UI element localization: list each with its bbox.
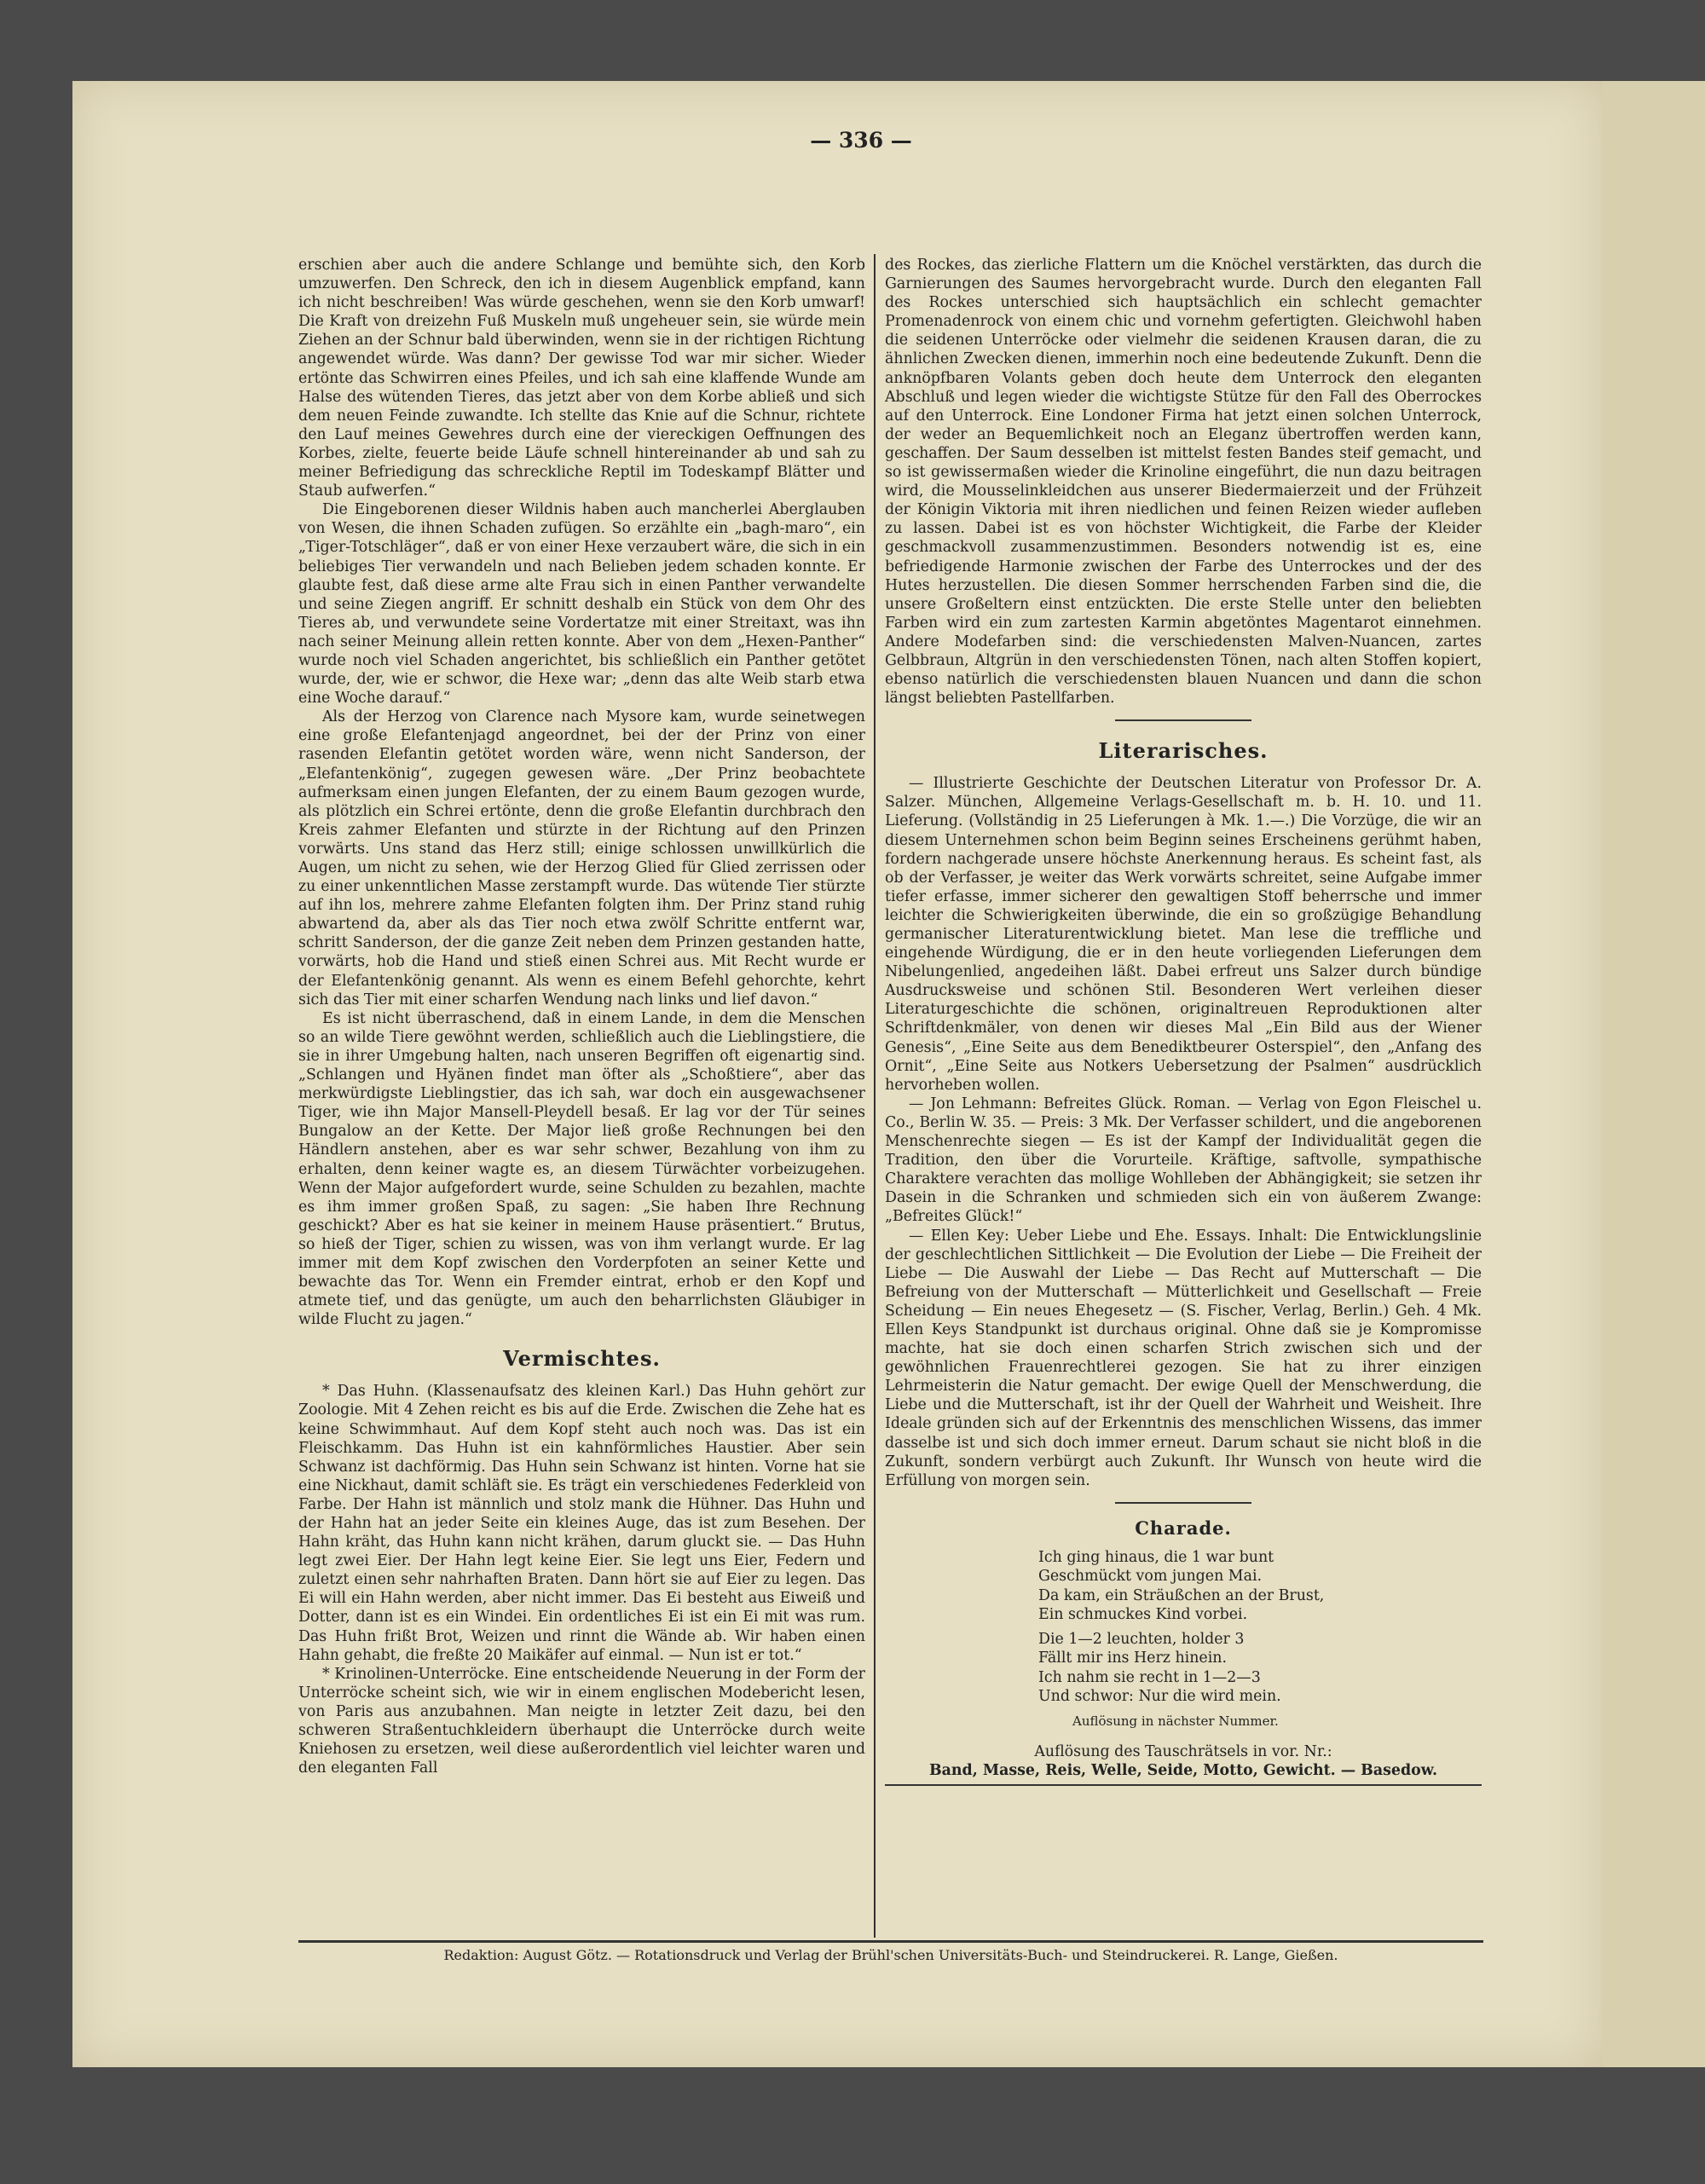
poem-stanza xyxy=(1038,1548,1482,1625)
charade-poem xyxy=(1038,1548,1482,1731)
poem-note: Auflösung in nächster Nummer. xyxy=(1072,1713,1279,1729)
column-divider xyxy=(874,254,876,1938)
poem-line: Ich ging hinaus, die 1 war bunt xyxy=(1038,1548,1274,1566)
column-end-rule xyxy=(885,1784,1482,1786)
poem-line: Fällt mir ins Herz hinein. xyxy=(1038,1650,1228,1667)
section-heading-vermischtes: Vermischtes. xyxy=(503,1346,661,1372)
article-paragraph: erschien aber auch die andere Schlange und bemühte sich, den Korb umzuwerfen. Den Schreck, den ich in diesem Augenblick empfand, kann ich nicht beschreiben! Was würde geschehen, wenn sie den Korb umwarf! Die Kraft von dreizehn Fuß Muskeln muß ungeheuer sein, sie würde mein Ziehen an der Schnur bald überwinden, wenn sie in der richtigen Richtung angewendet würde. Was dann? Der gewisse Tod war mir sicher. Wieder ertönte das Schwirren eines Pfeiles, und ich sah eine klaffende Wunde am Halse des wütenden Tieres, das jetzt aber von dem Korbe abließ und sich dem neuen Feinde zuwandte. Ich stellte das Knie auf die Schnur, richtete den Lauf meines Gewehres durch eine der viereckigen Oeffnungen des Korbes, zielte, feuerte beide Läufe schnell hintereinander ab und sah zu meiner Befriedigung das schreckliche Reptil im Todeskampf Blätter und Staub aufwerfen.“ xyxy=(298,257,865,500)
article-paragraph: Die Eingeborenen dieser Wildnis haben auch mancherlei Aberglauben von Wesen, die ihnen Schaden zufügen. So erzählte ein „bagh-maro“, ein „Tiger-Totschläger“, daß er von einer Hexe verzaubert wäre, die sich in ein beliebiges Tier verwandeln und nach Belieben jedem schaden konnte. Er glaubte fest, daß diese arme alte Frau sich in einen Panther verwandelte und seine Ziegen angriff. Er schnitt deshalb ein Stück von dem Ohr des Tieres ab, und verwundete seine Vordertatze mit einer Streitaxt, was ihn nach seiner Meinung allein retten konnte. Aber von dem „Hexen-Panther“ wurde noch viel Schaden angerichtet, bis schließlich ein Panther getötet wurde, der, wie er schwor, die Hexe war; „denn das alte Weib starb etwa eine Woche darauf.“ xyxy=(298,501,865,708)
poem-line: Die 1—2 leuchten, holder 3 xyxy=(1038,1630,1245,1648)
section-heading-charade: Charade. xyxy=(1135,1517,1232,1539)
article-continuation: des Rockes, das zierliche Flattern um die Knöchel verstärkten, das durch die Garnierungen des Saumes hervorgebracht wurde. Durch den eleganten Fall des Rockes unterschied sich hauptsächlich ein schlecht gemachter Promenadenrock von einem chic und vornehm gefertigten. Gleichwohl haben die seidenen Unterröcke oder vielmehr die seidenen Krausen daran, die zu ähnlichen Zwecken dienen, immerhin noch eine bedeutende Zukunft. Denn die anknöpfbaren Volants geben doch heute dem Unterrock den eleganten Abschluß und legen wieder die wichtigste Stütze für den Fall des Oberrockes auf den Unterrock. Eine Londoner Firma hat jetzt einen solchen Unterrock, der weder an Bequemlichkeit noch an Eleganz übertroffen werden kann, geschaffen. Der Saum desselben ist mittelst festen Bandes steif gemacht, und so ist gewissermaßen wieder die Krinoline eingeführt, die nun dazu beitragen wird, die Mousselinkleidchen aus unserer Biedermaierzeit und der Frühzeit der Königin Viktoria mit ihren niedlichen und feinen Reizen wieder aufleben zu lassen. Dabei ist es von höchster Wichtigkeit, die Farbe der Kleider geschmackvoll zusammenzustimmen. Besonders notwendig ist es, eine befriedigende Harmonie zwischen der Farbe des Unterrockes und der des Hutes herzustellen. Die diesen Sommer herrschenden Farben sind die, die unsere Großeltern einst entzückten. Die erste Stelle unter den beliebten Farben wird ein zum zartesten Karmin abgetöntes Magentarot einnehmen. Andere Modefarben sind: die verschiedensten Malven-Nuancen, zartes Gelbbraun, Altgrün in den verschiedensten Tönen, nach alten Stoffen kopiert, ebenso natürlich die verschiedensten blauen Nuancen und dann die schon längst beliebten Pastellfarben. xyxy=(885,257,1482,708)
poem-line: Ich nahm sie recht in 1—2—3 xyxy=(1038,1668,1261,1686)
left-column xyxy=(298,256,865,1777)
article-paragraph: Es ist nicht überraschend, daß in einem Lande, in dem die Menschen so an wilde Tiere gewöhnt werden, schließlich auch die Lieblingstiere, die sie in ihrer Umgebung halten, nach unseren Begriffen oft eigenartig sind. „Schlangen und Hyänen findet man öfter als „Schoßtiere“, aber das merkwürdigste Lieblingstier, das ich sah, war doch ein ausgewachsener Tiger, wie ihn Major Mansell-Pleydell besaß. Er lag vor der Tür seines Bungalow an der Kette. Der Major ließ große Rechnungen bei den Händlern anstehen, aber es war sehr schwer, Bezahlung von ihm zu erhalten, denn keiner wagte es, an diesem Türwächter vorbeizugehen. Wenn der Major aufgefordert wurde, seine Schulden zu bezahlen, machte es ihm immer großen Spaß, zu sagen: „Sie haben Ihre Rechnung geschickt? Aber es hat sie keiner in meinem Hause präsentiert.“ Brutus, so hieß der Tiger, schien zu wissen, was von ihm verlangt wurde. Er lag immer mit dem Kopf zwischen den Vorderpfoten an seiner Kette und bewachte das Tor. Wenn ein Fremder eintrat, erhob er den Kopf und atmete tief, und das genügte, um auch den beharrlichsten Gläubiger in wilde Flucht zu jagen.“ xyxy=(298,1009,865,1329)
news-item: * Krinolinen-Unterröcke. Eine entscheidende Neuerung in der Form der Unterröcke scheint sich, wie wir in einem englischen Modebericht lesen, von Paris aus anzubahnen. Man neigte in letzter Zeit dazu, bei den schweren Straßentuchkleidern überhaupt die Unterröcke durch weite Kniehosen zu ersetzen, weil diese außerordentlich viel leichter waren und den eleganten Fall xyxy=(298,1665,865,1777)
poem-line: Da kam, ein Sträußchen an der Brust, xyxy=(1038,1586,1325,1604)
solution-text: Band, Masse, Reis, Welle, Seide, Motto, Gewicht. — Basedow. xyxy=(928,1762,1438,1780)
article-paragraph: Als der Herzog von Clarence nach Mysore kam, wurde seinetwegen eine große Elefantenjagd angeordnet, bei der der Prinz von einer rasenden Elefantin getötet worden wäre, wenn nicht Sanderson, der „Elefantenkönig“, zugegen gewesen wäre. „Der Prinz beobachtete aufmerksam einen jungen Elefanten, der zu einem Baum gezogen wurde, als plötzlich ein Schrei ertönte, denn die große Elefantin durchbrach den Kreis zahmer Elefanten und stürzte in der Richtung auf den Prinzen vorwärts. Uns stand das Herz still; einige schlossen unwillkürlich die Augen, um nicht zu sehen, wie der Herzog Glied für Glied zerrissen oder zu einer unkenntlichen Masse zerstampft wurde. Das wütende Tier stürzte auf ihn los, mehrere zahme Elefanten folgten ihm. Der Prinz stand ruhig abwartend da, aber als das Tier noch etwa zwölf Schritte entfernt war, schritt Sanderson, der die ganze Zeit neben dem Prinzen gestanden hatte, vorwärts, hob die Hand und stieß einen Schrei aus. Mit Recht wurde er der Elefantenkönig genannt. Als wenn es einem Befehl gehorchte, kehrt sich das Tier mit einer scharfen Wendung nach links und lief davon.“ xyxy=(298,708,865,1008)
imprint-footer: Redaktion: August Götz. — Rotationsdruck und Verlag der Brühl'schen Universitäts-Buch- und Steindruckerei. R. Lange, Gießen. xyxy=(443,1947,1338,1963)
book-review: — Jon Lehmann: Befreites Glück. Roman. — Verlag von Egon Fleischel u. Co., Berlin W. 35. — Preis: 3 Mk. Der Verfasser schildert, und die angeborenen Menschenrechte siegen — Es ist der Kampf der Individualität gegen die Tradition, den über die Vorurteile. Kräftige, saftvolle, sympathische Charaktere verachten das mollige Wohlleben der Abhängigkeit; sie setzen ihr Dasein in die Schranken und schmieden sich ein von äußerem Zwange: „Befreites Glück!“ xyxy=(885,1095,1482,1226)
poem-line: Geschmückt vom jungen Mai. xyxy=(1038,1568,1263,1586)
footer-rule xyxy=(298,1940,1483,1943)
page-number: — 336 — xyxy=(810,128,912,153)
book-review: — Ellen Key: Ueber Liebe und Ehe. Essays. Inhalt: Die Entwicklungslinie der geschlechtlichen Sittlichkeit — Die Evolution der Liebe — Die Freiheit der Liebe — Die Auswahl der Liebe — Das Recht auf Mutterschaft — Die Befreiung von der Mutterschaft — Mütterlichkeit und Gesellschaft — Freie Scheidung — Ein neues Ehegesetz — (S. Fischer, Verlag, Berlin.) Geh. 4 Mk. Ellen Keys Standpunkt ist durchaus original. Ohne daß sie je Kompromisse machte, hat sie doch einen scharfen Strich zwischen sich und der gewöhnlichen Frauenrechtlerei gezogen. Sie hat zu ihrer einzigen Lehrmeisterin die Natur gemacht. Der ewige Quell der Menschwerdung, die Liebe und die Mutterschaft, ist ihr der Quell der Wahrheit und Weisheit. Ihre Ideale gründen sich auf der Erkenntnis des menschlichen Wissens, das immer dasselbe ist und sich doch immer erneut. Darum schaut sie nicht bloß in die Zukunft, sondern verbürgt auch Zukunft. Ihr Wunsch von heute wird die Erfüllung von morgen sein. xyxy=(885,1227,1482,1489)
solution-title: Auflösung des Tauschrätsels in vor. Nr.: xyxy=(1034,1743,1332,1761)
poem-line: Ein schmuckes Kind vorbei. xyxy=(1038,1606,1248,1624)
adjacent-page-edge xyxy=(1603,81,1705,2067)
right-column xyxy=(885,256,1482,1786)
section-heading-literarisches: Literarisches. xyxy=(1098,738,1269,764)
news-item: * Das Huhn. (Klassenaufsatz des kleinen Karl.) Das Huhn gehört zur Zoologie. Mit 4 Zehen reicht es bis auf die Erde. Zwischen die Zehe hat es keine Schwimmhaut. Auf dem Kopf steht auch noch was. Das ist ein Fleischkamm. Das Huhn ist ein kahnförmliches Haustier. Aber sein Schwanz ist dachförmig. Das Huhn sein Schwanz ist hinten. Vorne hat sie eine Nickhaut, damit schläft sie. Es trägt ein verschiedenes Federkleid von Farbe. Der Hahn ist männlich und stolz mank die Hühner. Das Huhn und der Hahn hat an jeder Seite ein kleines Auge, das ist zum Besehen. Der Hahn kräht, das Huhn kann nicht krähen, darum gluckt sie. — Das Huhn legt zwei Eier. Der Hahn legt keine Eier. Sie legt uns Eier, Federn und zuletzt einen sehr nahrhaften Braten. Dann hört sie auf Eier zu legen. Das Ei will ein Hahn werden, aber nicht immer. Das Ei besteht aus Eiweiß und Dotter, dann ist es ein Windei. Ein ordentliches Ei ist ein Ei mit was rum. Das Huhn frißt Brot, Weizen und rinnt die Wände ab. Wir haben einen Hahn gehabt, die freßte 20 Maikäfer auf einmal. — Nun ist er tot.“ xyxy=(298,1383,865,1664)
section-separator xyxy=(1115,1502,1251,1504)
book-review: — Illustrierte Geschichte der Deutschen Literatur von Professor Dr. A. Salzer. München, Allgemeine Verlags-Gesellschaft m. b. H. 10. und 11. Lieferung. (Vollständig in 25 Lieferungen à Mk. 1.—.) Die Vorzüge, die wir an diesem Unternehmen schon beim Beginn seines Erscheinens gerühmt haben, fordern nachgerade unsere höchste Anerkennung heraus. Es scheint fast, als ob der Verfasser, je weiter das Werk vorwärts schreitet, seine Aufgabe immer tiefer erfasse, immer sicherer den gewaltigen Stoff beherrsche und immer leichter die Schwierigkeiten überwinde, die ein so großzügige Behandlung germanischer Literaturentwicklung bietet. Man lese die treffliche und eingehende Würdigung, die er in den heute vorliegenden Lieferungen dem Nibelungenlied, angedeihen läßt. Dabei erfreut uns Salzer durch bündige Ausdrucksweise und schönen Stil. Besonderen Wert verleihen dieser Literaturgeschichte die schönen, originaltreuen Reproduktionen alter Schriftdenkmäler, von denen wir dieses Mal „Ein Bild aus der Wiener Genesis“, „Eine Seite aus dem Benediktbeurer Osterspiel“, den „Anfang des Ornit“, „Eine Seite aus Notkers Uebersetzung der Psalmen“ ausdrücklich hervorheben wollen. xyxy=(885,775,1482,1094)
section-separator xyxy=(1115,719,1251,721)
poem-line: Und schwor: Nur die wird mein. xyxy=(1038,1688,1281,1706)
poem-stanza xyxy=(1038,1630,1482,1707)
